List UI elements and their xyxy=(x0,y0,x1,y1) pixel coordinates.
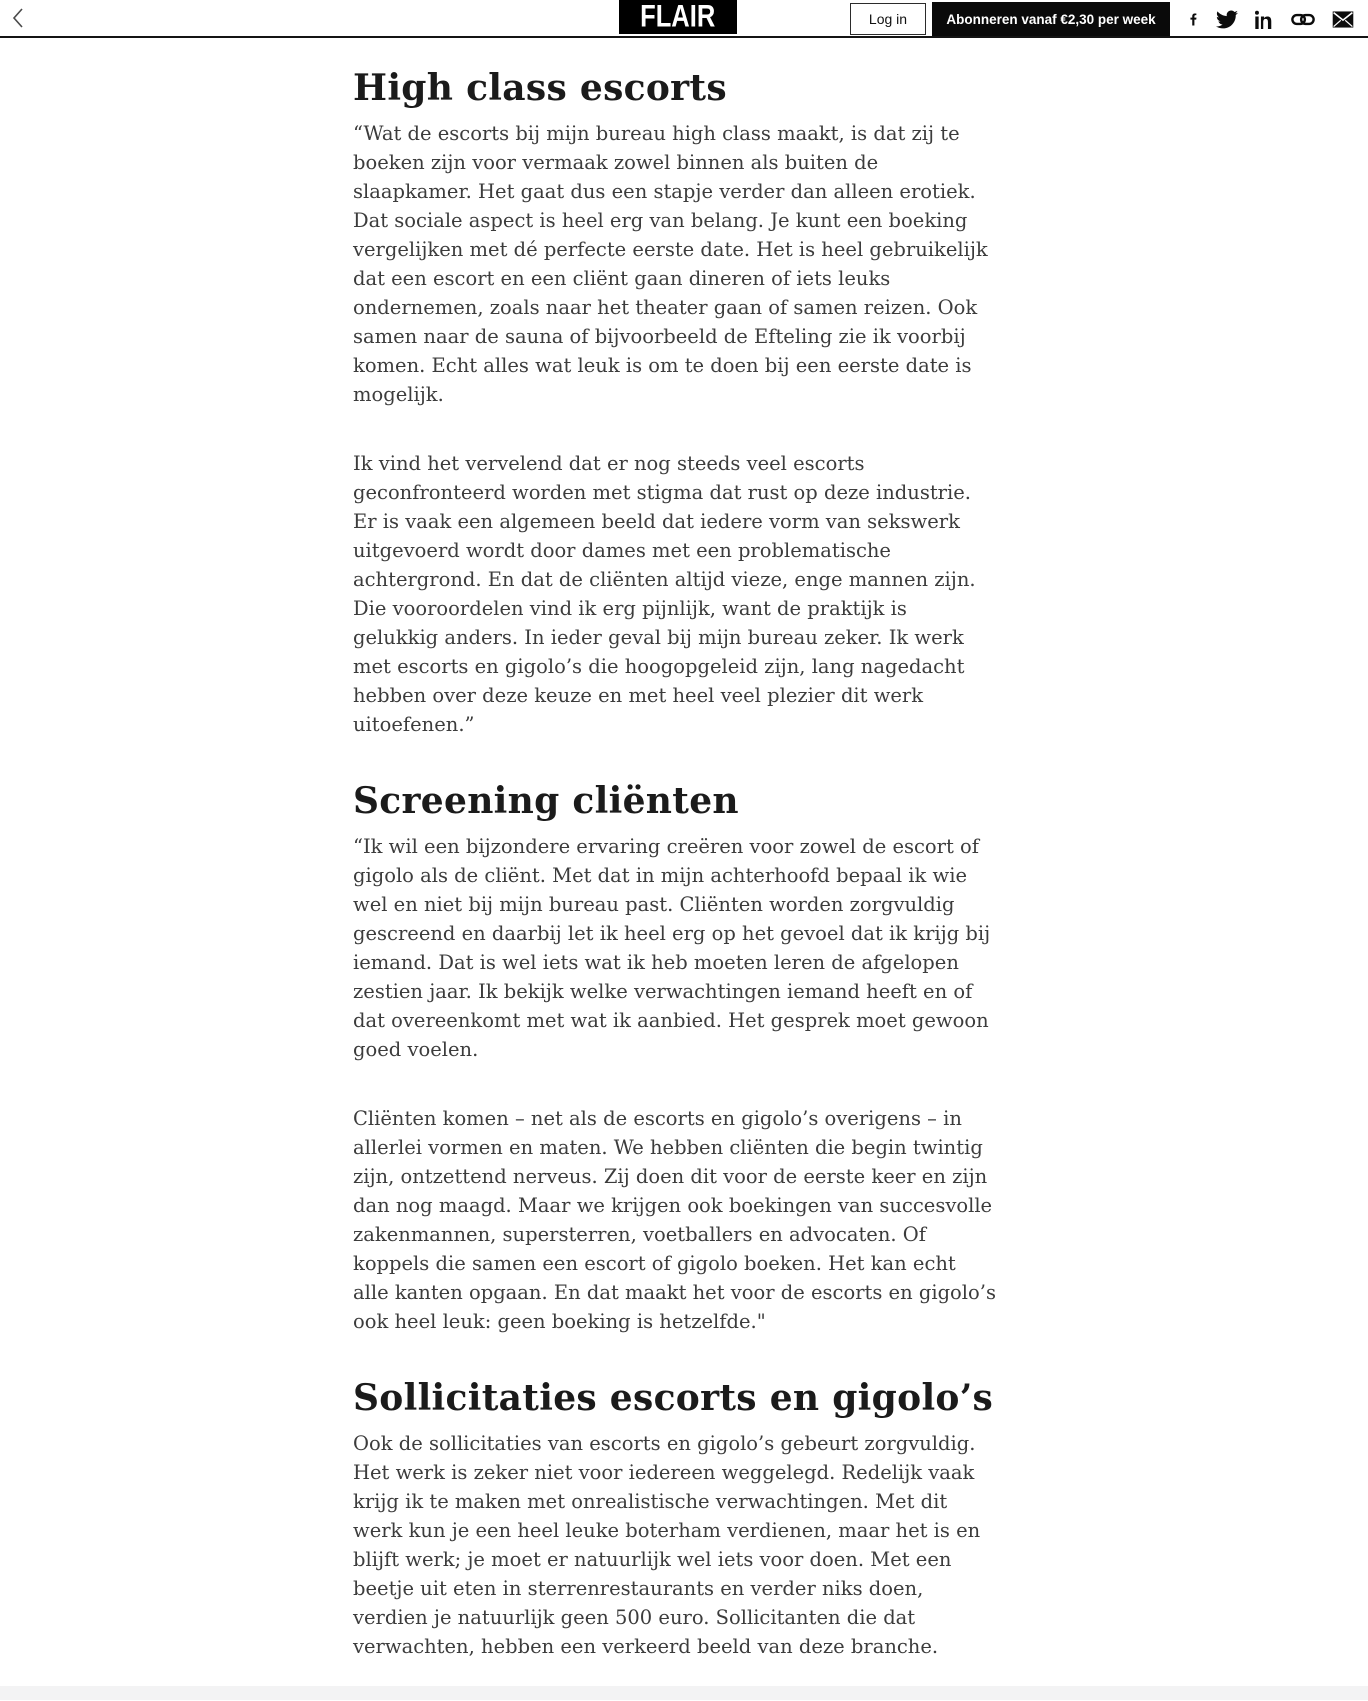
email-icon[interactable] xyxy=(1332,11,1354,28)
article-section-high-class-escorts xyxy=(353,66,996,739)
twitter-icon[interactable] xyxy=(1216,10,1238,29)
brand-logo[interactable] xyxy=(619,0,737,34)
section-heading: Screening cliënten xyxy=(353,780,739,822)
section-heading: High class escorts xyxy=(353,67,727,109)
article-paragraph: Ook de sollicitaties van escorts en gigolo’s gebeurt zorgvuldig. Het werk is zeker niet voor iedereen weggelegd. Redelijk vaak krijg ik te maken met onrealistische verwachtingen. Met dit werk kun je een heel leuke boterham verdienen, maar het is en blijft werk; je moet er natuurlijk wel iets voor doen. Met een beetje uit eten in sterrenrestaurants en verder niks doen, verdien je natuurlijk geen 500 euro. Sollicitanten die dat verwachten, hebben een verkeerd beeld van deze branche. xyxy=(353,1432,981,1658)
article-paragraph: Cliënten komen – net als de escorts en gigolo’s overigens – in allerlei vormen en maten. We hebben cliënten die begin twintig zijn, ontzettend nerveus. Zij doen dit voor de eerste keer en zijn dan nog maagd. Maar we krijgen ook boekingen van succesvolle zakenmannen, supersterren, voetballers en advocaten. Of koppels die samen een escort of gigolo boeken. Het kan echt alle kanten opgaan. En dat maakt het voor de escorts en gigolo’s ook heel leuk: geen boeking is hetzelfde." xyxy=(353,1107,996,1333)
next-section-band xyxy=(0,1686,1368,1700)
facebook-icon[interactable] xyxy=(1187,9,1199,30)
login-button[interactable]: Log in xyxy=(850,3,926,35)
article-section-sollicitaties xyxy=(353,1376,996,1661)
linkedin-icon[interactable] xyxy=(1255,10,1274,29)
article-paragraph: Ik vind het vervelend dat er nog steeds veel escorts geconfronteerd worden met stigma dat rust op deze industrie. Er is vaak een algemeen beeld dat iedere vorm van sekswerk uitgevoerd wordt door dames met een problematische achtergrond. En dat de cliënten altijd vieze, enge mannen zijn. Die vooroordelen vind ik erg pijnlijk, want de praktijk is gelukkig anders. In ieder geval bij mijn bureau zeker. Ik werk met escorts en gigolo’s die hoogopgeleid zijn, lang nagedacht hebben over deze keuze en met heel veel plezier dit werk uitoefenen.” xyxy=(353,452,976,736)
section-heading: Sollicitaties escorts en gigolo’s xyxy=(353,1377,994,1419)
subscribe-button[interactable]: Abonneren vanaf €2,30 per week xyxy=(932,2,1170,36)
brand-logo-text: FLAIR xyxy=(640,0,716,34)
article-paragraph: “Wat de escorts bij mijn bureau high class maakt, is dat zij te boeken zijn voor vermaak zowel binnen als buiten de slaapkamer. Het gaat dus een stapje verder dan alleen erotiek. Dat sociale aspect is heel erg van belang. Je kunt een boeking vergelijken met dé perfecte eerste date. Het is heel gebruikelijk dat een escort en een cliënt gaan dineren of iets leuks ondernemen, zoals naar het theater gaan of samen reizen. Ook samen naar de sauna of bijvoorbeeld de Efteling zie ik voorbij komen. Echt alles wat leuk is om te doen bij een eerste date is mogelijk. xyxy=(353,122,988,406)
back-button[interactable] xyxy=(6,6,32,32)
chevron-left-icon xyxy=(8,18,30,33)
link-icon[interactable] xyxy=(1291,11,1315,28)
article-section-screening-clienten xyxy=(353,779,996,1336)
social-links xyxy=(1187,8,1354,30)
article-paragraph: “Ik wil een bijzondere ervaring creëren voor zowel de escort of gigolo als de cliënt. Met dat in mijn achterhoofd bepaal ik wie wel en niet bij mijn bureau past. Cliënten worden zorgvuldig gescreend en daarbij let ik heel erg op het gevoel dat ik krijg bij iemand. Dat is wel iets wat ik heb moeten leren de afgelopen zestien jaar. Ik bekijk welke verwachtingen iemand heeft en of dat overeenkomt met wat ik aanbied. Het gesprek moet gewoon goed voelen. xyxy=(353,835,991,1061)
top-bar xyxy=(0,0,1368,38)
article-body xyxy=(353,38,996,1701)
